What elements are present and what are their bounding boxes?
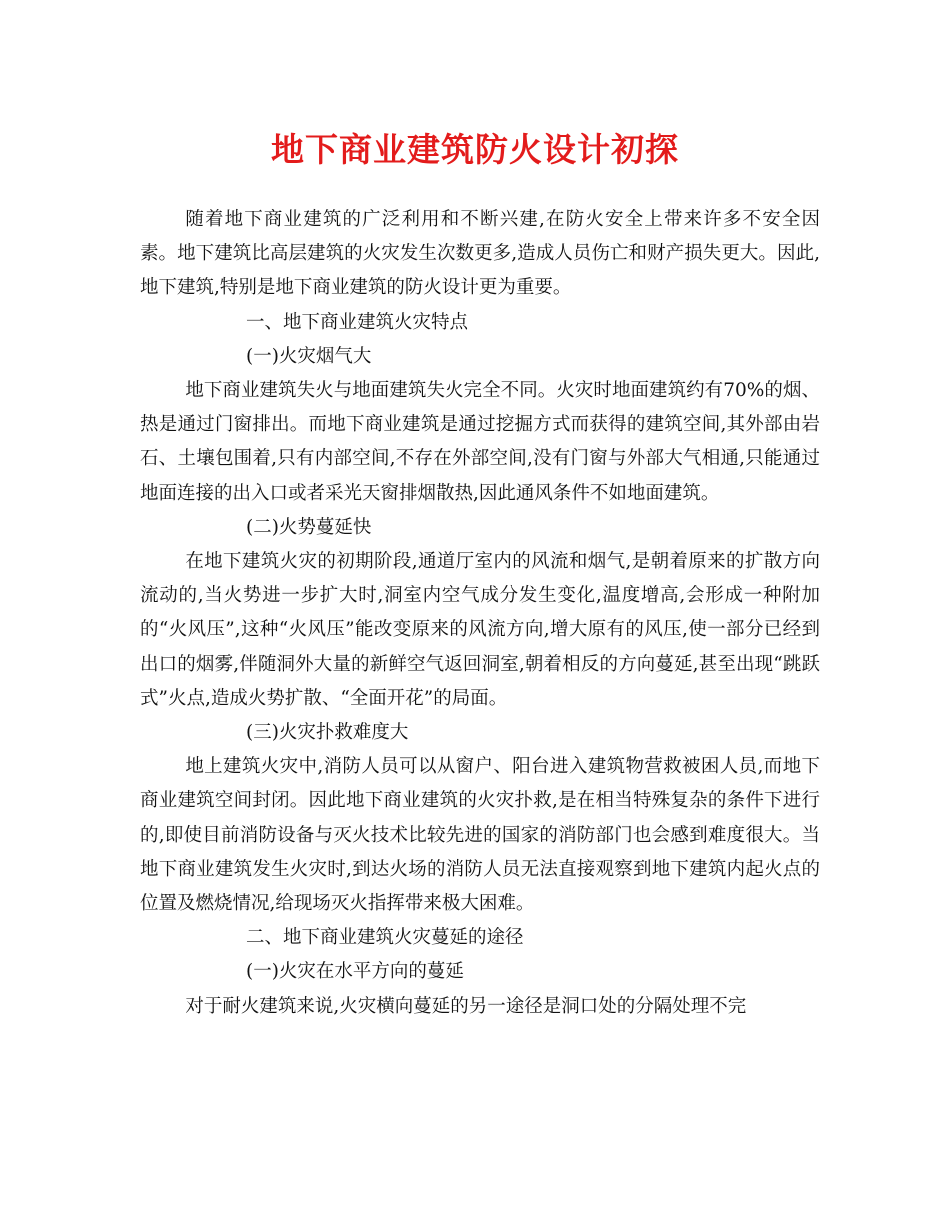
section-heading-1: 一、地下商业建筑火灾特点: [246, 311, 469, 333]
body-paragraph: 地上建筑火灾中,消防人员可以从窗户、阳台进入建筑物营救被困人员,而地下商业建筑空间封闭。因此地下商业建筑的火灾扑救,是在相当特殊复杂的条件下进行的,即使目前消防设备与灭火技术比较先进的国家的消防部门也会感到难度很大。当地下商业建筑发生火灾时,到达火场的消防人员无法直接观察到地下建筑内起火点的位置及燃烧情况,给现场灭火指挥带来极大困难。: [140, 756, 820, 915]
intro-paragraph: 随着地下商业建筑的广泛利用和不断兴建,在防火安全上带来许多不安全因素。地下建筑比高层建筑的火灾发生次数更多,造成人员伤亡和财产损失更大。因此,地下建筑,特别是地下商业建筑的防火设计更为重要。: [140, 209, 820, 299]
document-body: [140, 203, 820, 1024]
section-heading-2: 二、地下商业建筑火灾蔓延的途径: [246, 927, 524, 949]
subsection-heading-2-1: (一)火灾在水平方向的蔓延: [246, 961, 464, 983]
body-paragraph: 在地下建筑火灾的初期阶段,通道厅室内的风流和烟气,是朝着原来的扩散方向流动的,当火势进一步扩大时,洞室内空气成分发生变化,温度增高,会形成一种附加的“火风压”,这种“火风压”能改变原来的风流方向,增大原有的风压,使一部分已经到出口的烟雾,伴随洞外大量的新鲜空气返回洞室,朝着相反的方向蔓延,甚至出现“跳跃式”火点,造成火势扩散、“全面开花”的局面。: [140, 551, 820, 709]
subsection-heading-1-3: (三)火灾扑救难度大: [246, 722, 409, 744]
document-title: 地下商业建筑防火设计初探: [271, 130, 679, 169]
body-paragraph: 对于耐火建筑来说,火灾横向蔓延的另一途径是洞口处的分隔处理不完: [185, 995, 747, 1017]
subsection-heading-1-1: (一)火灾烟气大: [246, 345, 372, 367]
subsection-heading-1-2: (二)火势蔓延快: [246, 516, 372, 538]
body-paragraph: 地下商业建筑失火与地面建筑失火完全不同。火灾时地面建筑约有70%的烟、热是通过门窗排出。而地下商业建筑是通过挖掘方式而获得的建筑空间,其外部由岩石、土壤包围着,只有内部空间,不存在外部空间,没有门窗与外部大气相通,只能通过地面连接的出入口或者采光天窗排烟散热,因此通风条件不如地面建筑。: [140, 380, 820, 504]
